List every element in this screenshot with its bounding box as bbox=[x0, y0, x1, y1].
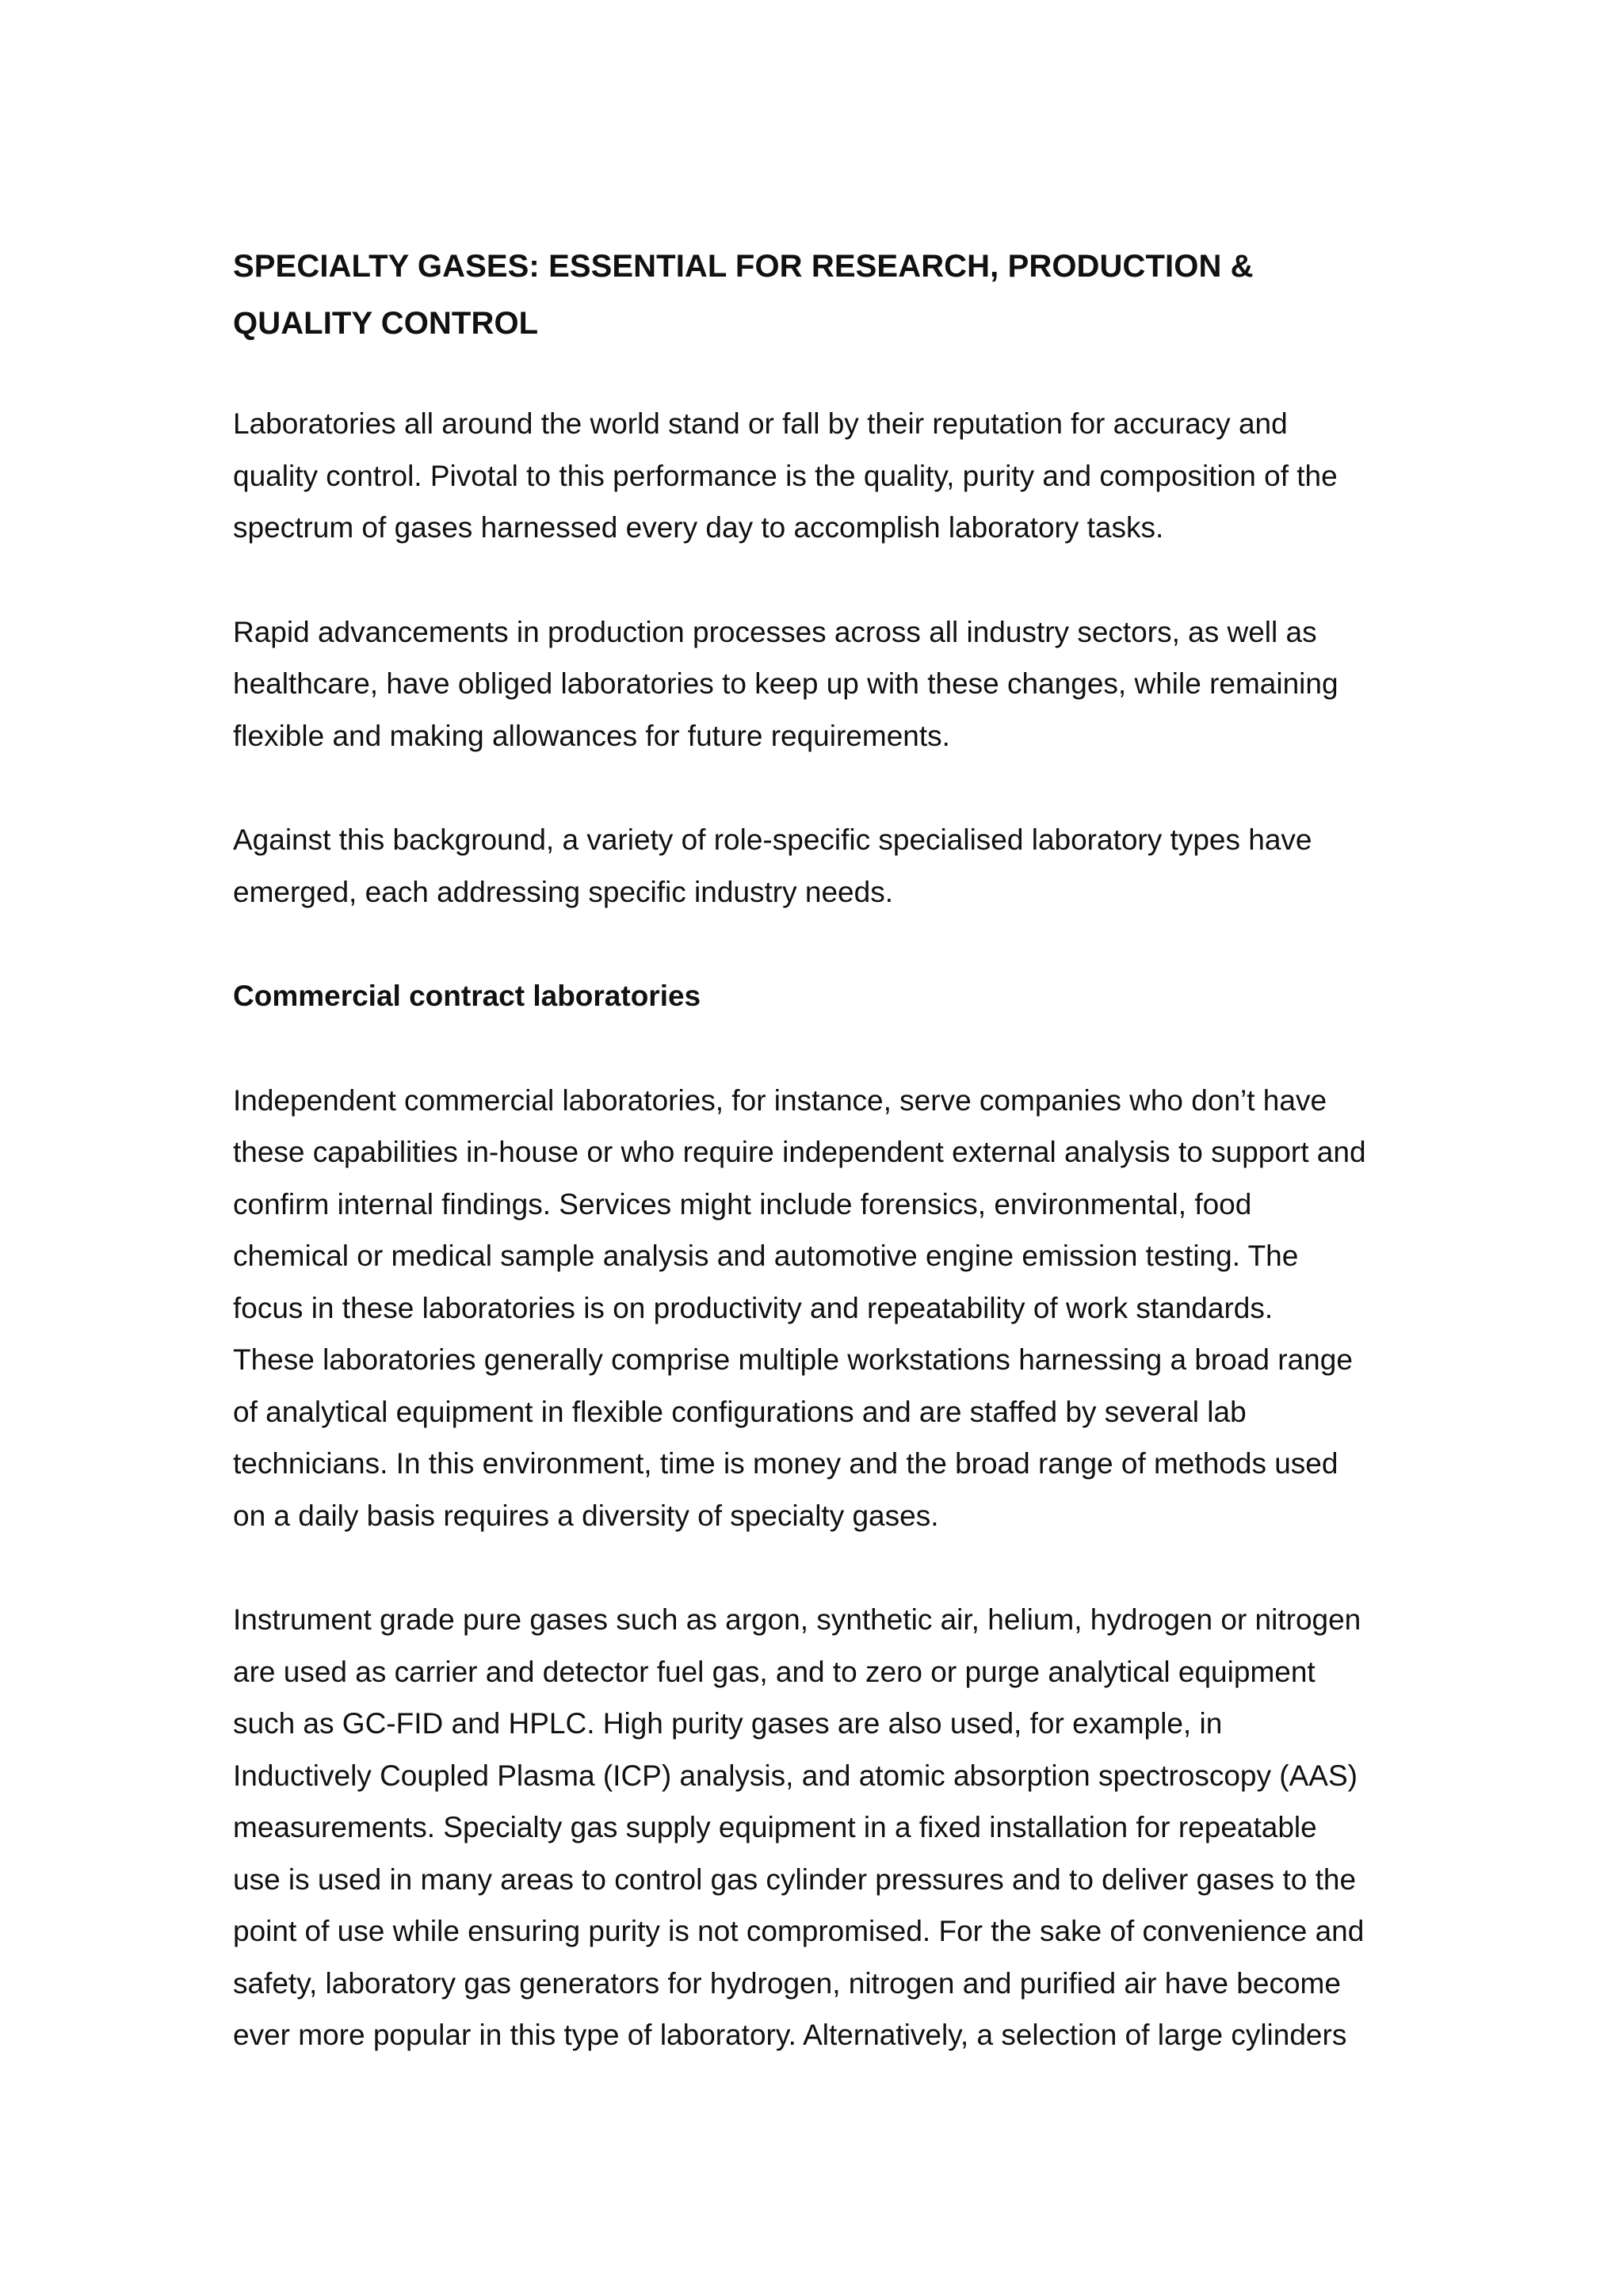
text-line: point of use while ensuring purity is not compromised. For the sake of convenience and bbox=[233, 1915, 1365, 1947]
paragraph-background bbox=[233, 814, 1422, 918]
paragraph-intro bbox=[233, 398, 1422, 554]
text-line: of analytical equipment in flexible configurations and are staffed by several lab bbox=[233, 1395, 1247, 1428]
text-line: safety, laboratory gas generators for hydrogen, nitrogen and purified air have become bbox=[233, 1966, 1341, 2000]
text-line: focus in these laboratories is on productivity and repeatability of work standards. bbox=[233, 1291, 1274, 1324]
text-line: chemical or medical sample analysis and automotive engine emission testing. The bbox=[233, 1240, 1299, 1272]
document-page bbox=[233, 238, 1422, 2061]
text-line: on a daily basis requires a diversity of specialty gases. bbox=[233, 1499, 939, 1532]
text-line: emerged, each addressing specific industry needs. bbox=[233, 875, 893, 908]
text-line: Rapid advancements in production processes across all industry sectors, as well as bbox=[233, 615, 1317, 648]
text-line: ever more popular in this type of laboratory. Alternatively, a selection of large cylinders bbox=[233, 2019, 1347, 2051]
text-line: spectrum of gases harnessed every day to accomplish laboratory tasks. bbox=[233, 511, 1164, 544]
text-line: Instrument grade pure gases such as argon, synthetic air, helium, hydrogen or nitrogen bbox=[233, 1603, 1361, 1636]
paragraph-instrument-gases bbox=[233, 1594, 1422, 2061]
text-line: Laboratories all around the world stand or fall by their reputation for accuracy and bbox=[233, 407, 1288, 440]
text-line: Inductively Coupled Plasma (ICP) analysis, and atomic absorption spectroscopy (AAS) bbox=[233, 1759, 1358, 1792]
text-line: Independent commercial laboratories, for instance, serve companies who don’t have bbox=[233, 1083, 1327, 1117]
title-line: SPECIALTY GASES: ESSENTIAL FOR RESEARCH, PRODUCTION & bbox=[233, 249, 1254, 284]
text-line: healthcare, have obliged laboratories to keep up with these changes, while remaining bbox=[233, 667, 1338, 700]
section-heading: Commercial contract laboratories bbox=[233, 980, 701, 1012]
text-line: technicians. In this environment, time is money and the broad range of methods used bbox=[233, 1447, 1338, 1480]
text-line: measurements. Specialty gas supply equipment in a fixed installation for repeatable bbox=[233, 1811, 1317, 1843]
paragraph-independent-labs bbox=[233, 1075, 1422, 1542]
text-line: confirm internal findings. Services might include forensics, environmental, food bbox=[233, 1187, 1252, 1221]
text-line: are used as carrier and detector fuel gas, and to zero or purge analytical equipment bbox=[233, 1655, 1316, 1688]
paragraph-advancements bbox=[233, 606, 1422, 762]
text-line: flexible and making allowances for future requirements. bbox=[233, 719, 950, 752]
text-line: These laboratories generally comprise multiple workstations harnessing a broad range bbox=[233, 1343, 1353, 1376]
text-line: Against this background, a variety of role-specific specialised laboratory types have bbox=[233, 823, 1312, 856]
title-line: QUALITY CONTROL bbox=[233, 306, 539, 341]
text-line: use is used in many areas to control gas cylinder pressures and to deliver gases to the bbox=[233, 1862, 1357, 1896]
document-title bbox=[233, 238, 1422, 352]
text-line: these capabilities in-house or who require independent external analysis to support and bbox=[233, 1136, 1366, 1168]
text-line: such as GC-FID and HPLC. High purity gases are also used, for example, in bbox=[233, 1707, 1223, 1740]
text-line: quality control. Pivotal to this performance is the quality, purity and composition of the bbox=[233, 459, 1338, 492]
